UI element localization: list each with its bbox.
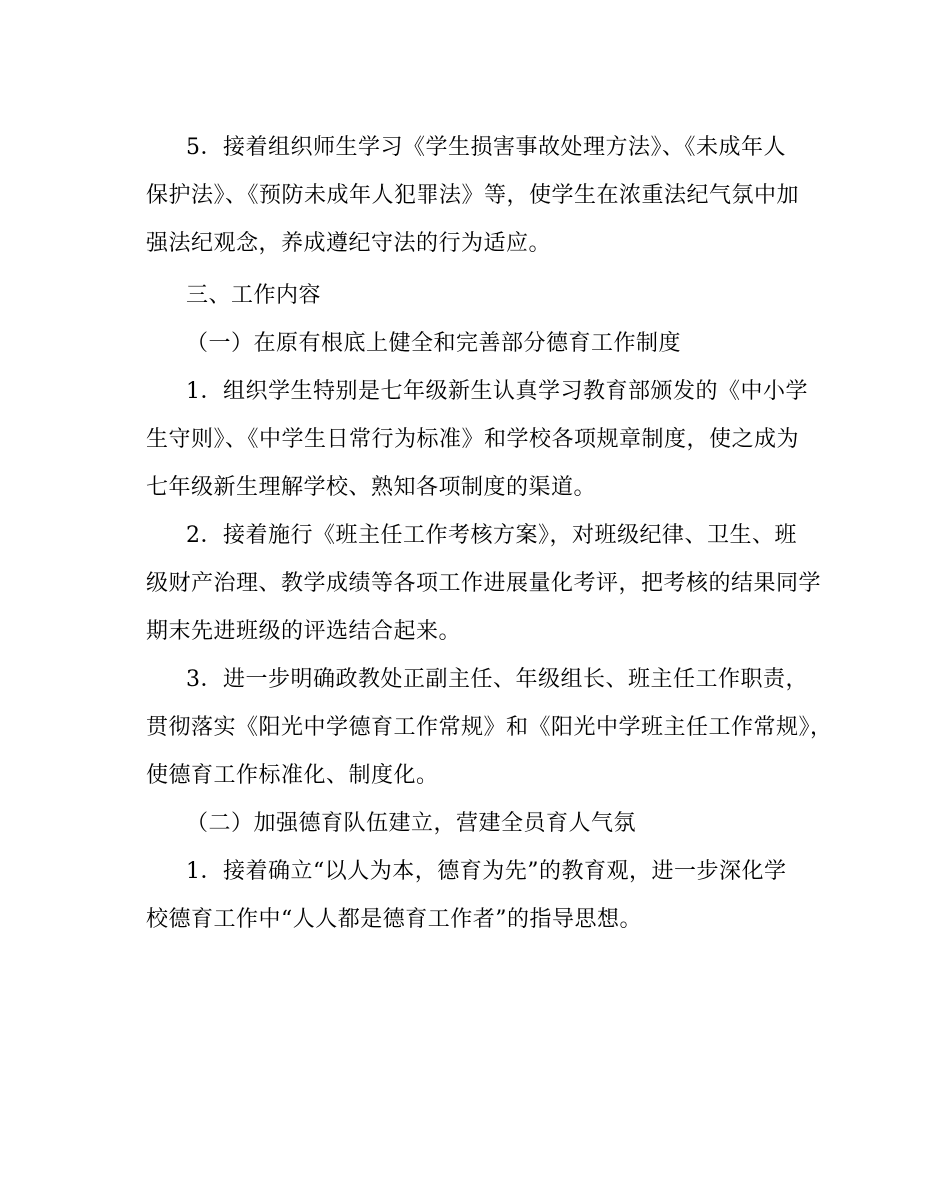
item-2-line-2: 级财产治理、教学成绩等各项工作进展量化考评，把考核的结果同学	[146, 571, 822, 596]
item-4-line-2: 校德育工作中“人人都是德育工作者”的指导思想。	[146, 907, 642, 932]
item-4-line-1: 1．接着确立“以人为本，德育为先”的教育观，进一步深化学	[186, 859, 787, 884]
item-1-line-1: 1．组织学生特别是七年级新生认真学习教育部颁发的《中小学	[186, 379, 808, 404]
item-3-line-3: 使德育工作标准化、制度化。	[146, 763, 439, 788]
item-3-line-2: 贯彻落实《阳光中学德育工作常规》和《阳光中学班主任工作常规》，	[146, 715, 833, 740]
item-1-line-3: 七年级新生理解学校、熟知各项制度的渠道。	[146, 475, 597, 500]
paragraph-5-line-1: 5．接着组织师生学习《学生损害事故处理方法》、《未成年人	[186, 135, 786, 160]
section-heading-work-content: 三、工作内容	[186, 283, 322, 308]
paragraph-5-line-3: 强法纪观念，养成遵纪守法的行为适应。	[146, 231, 552, 256]
item-3-line-1: 3．进一步明确政教处正副主任、年级组长、班主任工作职责，	[186, 667, 808, 692]
subsection-heading-2: （二）加强德育队伍建立，营建全员育人气氛	[186, 811, 637, 836]
subsection-heading-1: （一）在原有根底上健全和完善部分德育工作制度	[186, 331, 682, 356]
paragraph-5-line-2: 保护法》、《预防未成年人犯罪法》等，使学生在浓重法纪气氛中加	[146, 183, 800, 208]
item-2-line-1: 2．接着施行《班主任工作考核方案》，对班级纪律、卫生、班	[186, 523, 797, 548]
item-2-line-3: 期末先进班级的评选结合起来。	[146, 619, 462, 644]
item-1-line-2: 生守则》、《中学生日常行为标准》和学校各项规章制度，使之成为	[146, 427, 800, 452]
